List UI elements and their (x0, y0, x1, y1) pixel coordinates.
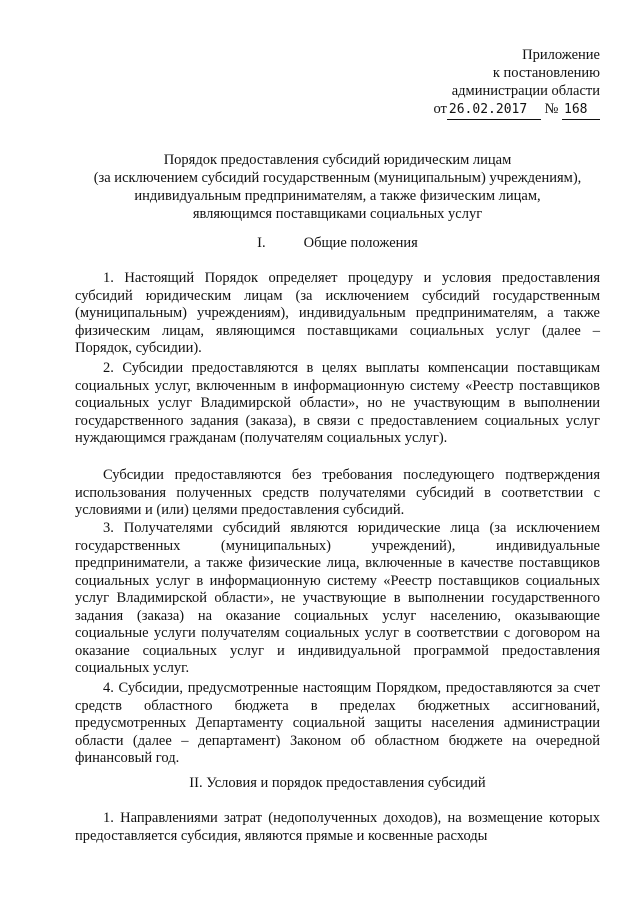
appendix-reference: к постановлению (492, 65, 600, 81)
appendix-label: Приложение (522, 47, 600, 63)
date-prefix: от (433, 101, 447, 117)
section-2-heading: II. Условия и порядок предоставления субсидий (189, 775, 486, 791)
section-2-paragraph-1: 1. Направлениями затрат (недополученных доходов), на возмещение которых предоставляется субсидия, являются прямые и косвенные расходы (75, 810, 600, 844)
title-line-3: индивидуальным предпринимателям, а также физическим лицам, (134, 188, 541, 204)
title-line-1: Порядок предоставления субсидий юридическим лицам (163, 152, 512, 168)
paragraph-4: 4. Субсидии, предусмотренные настоящим Порядком, предоставляются за счет средств областного бюджета в пределах бюджетных ассигнований, предусмотренных Департаменту социальной защиты населения администрации области (далее – департамент) Законом об областном бюджете на очередной финансовый год. (75, 680, 600, 766)
section-1-heading (75, 234, 600, 252)
number-prefix: № (544, 101, 559, 117)
paragraph-3: 3. Получателями субсидий являются юридические лица (за исключением государственных (муниципальных) учреждений), индивидуальные предприниматели, а также физические лица, включенные в качестве поставщиков социальных услуг в информационную систему «Реестр поставщиков социальных услуг Владимирской области», не участвующие в выполнении государственного задания (заказа) на оказание социальных услуг населению, оказывающие социальные услуги получателям социальных услуг в соответствии с договором на оказание социальных услуг и индивидуальной программой предоставления социальных услуг. (75, 520, 600, 676)
title-line-4: являющимся поставщиками социальных услуг (192, 206, 483, 222)
paragraph-2-continued: Субсидии предоставляются без требования последующего подтверждения использования полученных средств получателями субсидий в соответствии с условиями и (или) целями предоставления субсидий. (75, 467, 600, 518)
appendix-block (434, 46, 601, 120)
section-1-title: Общие положения (303, 235, 418, 251)
appendix-date-line (434, 100, 601, 120)
paragraph-2: 2. Субсидии предоставляются в целях выплаты компенсации поставщикам социальных услуг, включенным в информационную систему «Реестр поставщиков социальных услуг Владимирской области», но не участвующим в выполнении государственного задания (заказа), в связи с предоставлением социальных услуг нуждающимся гражданам (получателям социальных услуг). (75, 360, 600, 446)
title-line-2: (за исключением субсидий государственным (муниципальным) учреждениям), (93, 170, 582, 186)
resolution-number: 168 (562, 101, 600, 120)
paragraph-1: 1. Настоящий Порядок определяет процедуру и условия предоставления субсидий юридическим лицам (за исключением субсидий государственным (муниципальным) учреждениям), индивидуальным предпринимателям, а также физическим лицам, являющимся поставщиками социальных услуг (далее – Порядок, субсидии). (75, 270, 600, 356)
document-title (75, 151, 600, 223)
section-1-number: I. (257, 235, 266, 251)
appendix-authority: администрации области (451, 83, 600, 99)
resolution-date: 26.02.2017 (447, 101, 541, 120)
